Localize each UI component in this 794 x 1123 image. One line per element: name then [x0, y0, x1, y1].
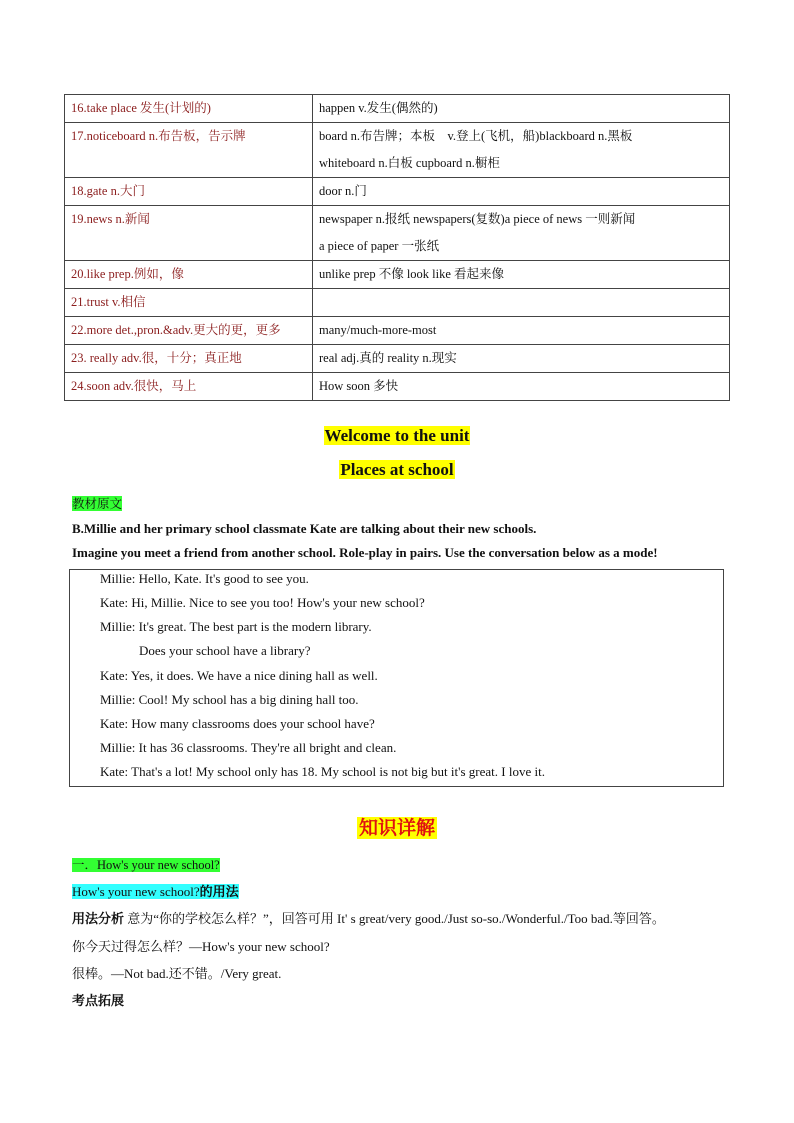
dialog-line: Kate: Hi, Millie. Nice to see you too! How's your new school?	[100, 595, 425, 610]
textbook-tag	[72, 494, 122, 512]
vocab-related	[313, 95, 730, 123]
dialog-line: Millie: Cool! My school has a big dining hall too.	[100, 692, 359, 707]
section-title-text: Welcome to the unit	[324, 426, 470, 445]
instruction-line-1: B.Millie and her primary school classmate Kate are talking about their new schools.	[72, 521, 537, 536]
dialog-line: Millie: It's great. The best part is the modern library.	[100, 619, 372, 634]
vocab-related-line: How soon 多快	[319, 379, 399, 393]
section-subtitle-text: Places at school	[340, 460, 454, 479]
vocab-row	[65, 206, 730, 261]
knowledge-heading-text: 知识详解	[358, 817, 435, 839]
vocab-row	[65, 345, 730, 373]
vocab-related	[313, 206, 730, 261]
extension-label: 考点拓展	[72, 993, 125, 1008]
vocab-row	[65, 317, 730, 345]
vocab-related-line: happen v.发生(偶然的)	[319, 101, 438, 115]
section-subtitle	[0, 460, 794, 480]
vocab-related	[313, 317, 730, 345]
vocab-related	[313, 289, 730, 317]
vocab-term: 22.more det.,pron.&adv.更大的更，更多	[65, 317, 313, 345]
point-1	[72, 855, 220, 873]
usage-title-en: How's your new school?	[72, 884, 200, 899]
point-1-text: 一．How's your new school?	[72, 858, 220, 872]
vocab-row	[65, 178, 730, 206]
section-title	[0, 426, 794, 446]
dialog-line: Does your school have a library?	[100, 643, 311, 658]
vocab-related-line: many/much-more-most	[319, 323, 437, 337]
dialog-line: Kate: Yes, it does. We have a nice dining hall as well.	[100, 668, 378, 683]
dialog-line: Kate: That's a lot! My school only has 18. My school is not big but it's great. I love it.	[100, 764, 545, 779]
usage-title	[72, 881, 239, 900]
dialog-line: Millie: Hello, Kate. It's good to see you.	[100, 571, 309, 586]
vocab-related-line: newspaper n.报纸 newspapers(复数)a piece of news 一则新闻	[319, 212, 636, 226]
vocabulary-table	[64, 94, 730, 401]
vocab-row	[65, 289, 730, 317]
example-2: 很棒。—Not bad.还不错。/Very great.	[72, 966, 282, 981]
vocab-related	[313, 373, 730, 401]
usage-analysis	[72, 908, 665, 927]
vocab-related	[313, 123, 730, 178]
vocab-related-line: door n.门	[319, 184, 367, 198]
vocab-related	[313, 345, 730, 373]
vocab-related	[313, 261, 730, 289]
vocab-related-line	[319, 289, 723, 316]
vocab-row	[65, 373, 730, 401]
vocab-term: 23. really adv.很，十分；真正地	[65, 345, 313, 373]
knowledge-heading	[0, 813, 794, 840]
vocab-term: 19.news n.新闻	[65, 206, 313, 261]
vocab-row	[65, 261, 730, 289]
dialog-line: Kate: How many classrooms does your school have?	[100, 716, 375, 731]
vocab-term: 17.noticeboard n.布告板，告示牌	[65, 123, 313, 178]
vocab-related-line: whiteboard n.白板 cupboard n.橱柜	[319, 156, 500, 170]
vocab-term: 18.gate n.大门	[65, 178, 313, 206]
dialog-line: Millie: It has 36 classrooms. They're all bright and clean.	[100, 740, 397, 755]
vocab-term: 20.like prep.例如，像	[65, 261, 313, 289]
usage-title-highlight	[72, 884, 239, 899]
usage-title-cn: 的用法	[199, 884, 239, 899]
usage-label: 用法分析	[72, 911, 125, 926]
vocab-row	[65, 123, 730, 178]
vocab-related-line: unlike prep 不像 look like 看起来像	[319, 267, 505, 281]
usage-text: 意为“你的学校怎么样？”，回答可用 It' s great/very good./Just so-so./Wonderful./Too bad.等回答。	[124, 911, 665, 926]
vocab-related-line: board n.布告牌；本板 v.登上(飞机，船)blackboard n.黑板	[319, 129, 633, 143]
vocab-related-line: a piece of paper 一张纸	[319, 239, 440, 253]
vocab-related-line: real adj.真的 reality n.现实	[319, 351, 457, 365]
vocab-term: 16.take place 发生(计划的)	[65, 95, 313, 123]
vocab-row	[65, 95, 730, 123]
dialog-box	[69, 569, 724, 787]
vocab-term: 21.trust v.相信	[65, 289, 313, 317]
vocab-related	[313, 178, 730, 206]
textbook-tag-text: 教材原文	[72, 496, 123, 511]
vocab-term: 24.soon adv.很快，马上	[65, 373, 313, 401]
instruction-line-2: Imagine you meet a friend from another school. Role-play in pairs. Use the conversation below as a mode!	[72, 545, 658, 560]
example-1: 你今天过得怎么样？—How's your new school?	[72, 939, 330, 954]
